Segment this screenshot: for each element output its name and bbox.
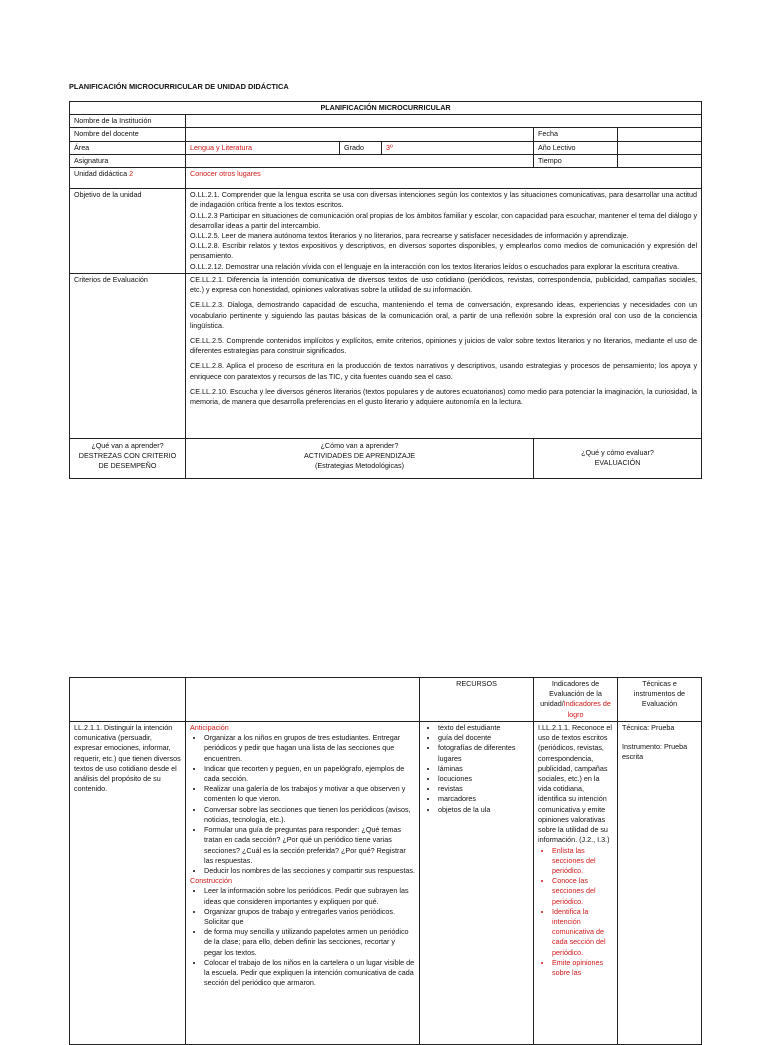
list-item: • Emite opiniones sobre las bbox=[552, 958, 613, 978]
construction-title: Construcción bbox=[190, 876, 232, 886]
indicator-cell bbox=[534, 721, 618, 1044]
list-item: • objetos de la ula bbox=[438, 805, 529, 815]
objective-item: O.LL.2.8. Escribir relatos y textos expositivos y descriptivos, en diversos soportes disponibles, y emplearlos como medios de comunicación y expresión del pensamiento. bbox=[190, 241, 698, 261]
document-title: PLANIFICACIÓN MICROCURRICULAR DE UNIDAD DIDÁCTICA bbox=[69, 82, 289, 91]
technique-text: Técnica: Prueba bbox=[622, 722, 675, 732]
skills-header: ¿Qué van a aprender? DESTREZAS CON CRITERIO DE DESEMPEÑO bbox=[70, 438, 186, 478]
list-item: • Conversar sobre las secciones que tienen los periódicos (avisos, noticias, tecnología, etc.). bbox=[204, 805, 415, 825]
list-item: • Organizar grupos de trabajo y entregarles varios periódicos. Solicitar que bbox=[204, 907, 415, 927]
area-value: Lengua y Literatura bbox=[186, 141, 340, 154]
activities-header: ¿Cómo van a aprender? ACTIVIDADES DE APRENDIZAJE (Estrategias Metodológicas) bbox=[186, 438, 534, 478]
area-label: Área bbox=[70, 141, 186, 154]
anticipation-list bbox=[190, 733, 415, 876]
activities-table bbox=[69, 677, 702, 1045]
resources-list bbox=[424, 723, 529, 815]
objective-label: Objetivo de la unidad bbox=[70, 189, 186, 274]
list-item: • Enlista las secciones del periódico. bbox=[552, 846, 613, 877]
list-item: • láminas bbox=[438, 764, 529, 774]
list-item: • Identifica la intención comunicativa de cada sección del periódico. bbox=[552, 907, 613, 958]
list-item: • Indicar que recorten y peguen, en un papelógrafo, ejemplos de cada sección. bbox=[204, 764, 415, 784]
list-item: • Formular una guía de preguntas para responder: ¿Qué temas tratan en cada sección? ¿Por qué un periódico tiene varias secciones? ¿Cuál es la sección preferida? ¿Por qué? Registrar las respuestas. bbox=[204, 825, 415, 866]
time-label: Tiempo bbox=[534, 154, 618, 167]
construction-list bbox=[190, 886, 415, 988]
teacher-value[interactable] bbox=[186, 128, 534, 141]
list-item: • texto del estudiante bbox=[438, 723, 529, 733]
time-value[interactable] bbox=[618, 154, 702, 167]
technique-cell bbox=[618, 721, 702, 1044]
criteria-item: CE.LL.2.1. Diferencia la intención comunicativa de diversos textos de uso cotidiano (periódicos, revistas, correspondencia, publicidad, campañas sociales, etc.) y expresa con honestidad, opiniones valorativas sobre la utilidad de su información. bbox=[190, 274, 698, 295]
list-item: • fotografías de diferentes lugares bbox=[438, 743, 529, 763]
strategies-cell bbox=[186, 721, 420, 1044]
table-header: PLANIFICACIÓN MICROCURRICULAR bbox=[70, 102, 702, 115]
list-item: • Colocar el trabajo de los niños en la cartelera o un lugar visible de la escuela. Pedir que expliquen la intención comunicativa de cada sección del periódico que armaron. bbox=[204, 958, 415, 989]
objective-item: O.LL.2.5. Leer de manera autónoma textos literarios y no literarios, para recrearse y satisfacer necesidades de información y aprendizaje. bbox=[190, 230, 629, 240]
teacher-label: Nombre del docente bbox=[70, 128, 186, 141]
list-item: • Deducir los nombres de las secciones y compartir sus respuestas. bbox=[204, 866, 415, 876]
date-value[interactable] bbox=[618, 128, 702, 141]
institution-value[interactable] bbox=[186, 115, 702, 128]
criteria-label: Criterios de Evaluación bbox=[70, 273, 186, 438]
objective-item: O.LL.2.12. Demostrar una relación vívida con el lenguaje en la interacción con los textos literarios leídos o escuchados para explorar la escritura creativa. bbox=[190, 261, 680, 271]
list-item: • marcadores bbox=[438, 794, 529, 804]
planning-table bbox=[69, 101, 702, 479]
list-item: • Conoce las secciones del periódico. bbox=[552, 876, 613, 907]
subject-label: Asignatura bbox=[70, 154, 186, 167]
unit-number: 2 bbox=[129, 169, 134, 179]
indicator-text: I.LL.2.1.1. Reconoce el uso de textos escritos (periódicos, revistas, correspondencia, publicidad, campañas sociales, etc.) en la vida cotidiana, identifica su intención comunicativa y emite opiniones valorativas sobre la utilidad de su información. (J.2., I.3.) bbox=[538, 722, 612, 845]
year-value[interactable] bbox=[618, 141, 702, 154]
unit-label: Unidad didáctica 2 bbox=[70, 168, 186, 189]
evaluation-header: ¿Qué y cómo evaluar? EVALUACIÓN bbox=[534, 438, 702, 478]
unit-value: Conocer otros lugares bbox=[186, 168, 702, 189]
year-label: Año Lectivo bbox=[534, 141, 618, 154]
resources-header: RECURSOS bbox=[420, 678, 534, 722]
list-item: • locuciones bbox=[438, 774, 529, 784]
criteria-item: CE.LL.2.3. Dialoga, demostrando capacidad de escucha, manteniendo el tema de conversación, expresando ideas, experiencias y necesidades con un vocabulario pertinente y siguiendo las pautas básicas de la comunicación oral, a partir de una reflexión sobre la expresión oral con uso de la conciencia lingüística. bbox=[190, 300, 698, 330]
list-item: • Organizar a los niños en grupos de tres estudiantes. Entregar periódicos y pedir que hagan una lista de las secciones que encuentren. bbox=[204, 733, 415, 764]
list-item: • de forma muy sencilla y utilizando papelotes armen un periódico de la clase; para ello, deben definir las secciones, recortar y pegar los textos. bbox=[204, 927, 415, 958]
objectives-cell bbox=[186, 189, 702, 274]
empty-header-1 bbox=[70, 678, 186, 722]
objective-item: O.LL.2.3 Participar en situaciones de comunicación oral propias de los ámbitos familiar y escolar, con capacidad para escuchar, mantener el tema del diálogo y desarrollar ideas a partir del intercambio. bbox=[190, 210, 698, 230]
list-item: • guía del docente bbox=[438, 733, 529, 743]
list-item: • revistas bbox=[438, 784, 529, 794]
criteria-item: CE.LL.2.10. Escucha y lee diversos géneros literarios (textos populares y de autores ecuatorianos) como medio para potenciar la imaginación, la curiosidad, la memoria, de manera que desarrolla preferencias en el gusto literario y adquiere autonomía en la lectura. bbox=[190, 386, 698, 407]
instrument-text: Instrumento: Prueba escrita bbox=[622, 742, 688, 762]
subject-value[interactable] bbox=[186, 154, 534, 167]
criteria-cell bbox=[186, 273, 702, 438]
skill-cell: LL.2.1.1. Distinguir la intención comunicativa (persuadir, expresar emociones, informar, requerir, etc.) que tienen diversos textos de uso cotidiano desde el análisis del propósito de su contenido. bbox=[70, 721, 186, 1044]
indicators-header: Indicadores de Evaluación de la unidad/Indicadores de logro bbox=[534, 678, 618, 722]
grade-value: 3º bbox=[382, 141, 534, 154]
objective-item: O.LL.2.1. Comprender que la lengua escrita se usa con diversas intenciones según los contextos y las situaciones comunicativas, para desarrollar una actitud de indagación crítica frente a los textos escritos. bbox=[190, 190, 698, 210]
grade-label: Grado bbox=[340, 141, 382, 154]
criteria-item: CE.LL.2.8. Aplica el proceso de escritura en la producción de textos narrativos y descriptivos, usando estrategias y procesos de pensamiento; los apoya y enriquece con paratextos y recursos de las TIC, y cita fuentes cuando sea el caso. bbox=[190, 361, 698, 381]
institution-label: Nombre de la Institución bbox=[70, 115, 186, 128]
list-item: • Leer la información sobre los periódicos. Pedir que subrayen las ideas que consideren importantes y expliquen por qué. bbox=[204, 886, 415, 906]
anticipation-title: Anticipación bbox=[190, 722, 229, 732]
resources-cell bbox=[420, 721, 534, 1044]
list-item: • Realizar una galería de los trabajos y motivar a que observen y comenten lo que vieron. bbox=[204, 784, 415, 804]
date-label: Fecha bbox=[534, 128, 618, 141]
empty-header-2 bbox=[186, 678, 420, 722]
criteria-item: CE.LL.2.5. Comprende contenidos implícitos y explícitos, emite criterios, opiniones y juicios de valor sobre textos literarios y no literarios, mediante el uso de diferentes estrategias para construir significados. bbox=[190, 335, 698, 356]
achievement-list bbox=[538, 846, 613, 979]
techniques-header: Técnicas e instrumentos de Evaluación bbox=[618, 678, 702, 722]
